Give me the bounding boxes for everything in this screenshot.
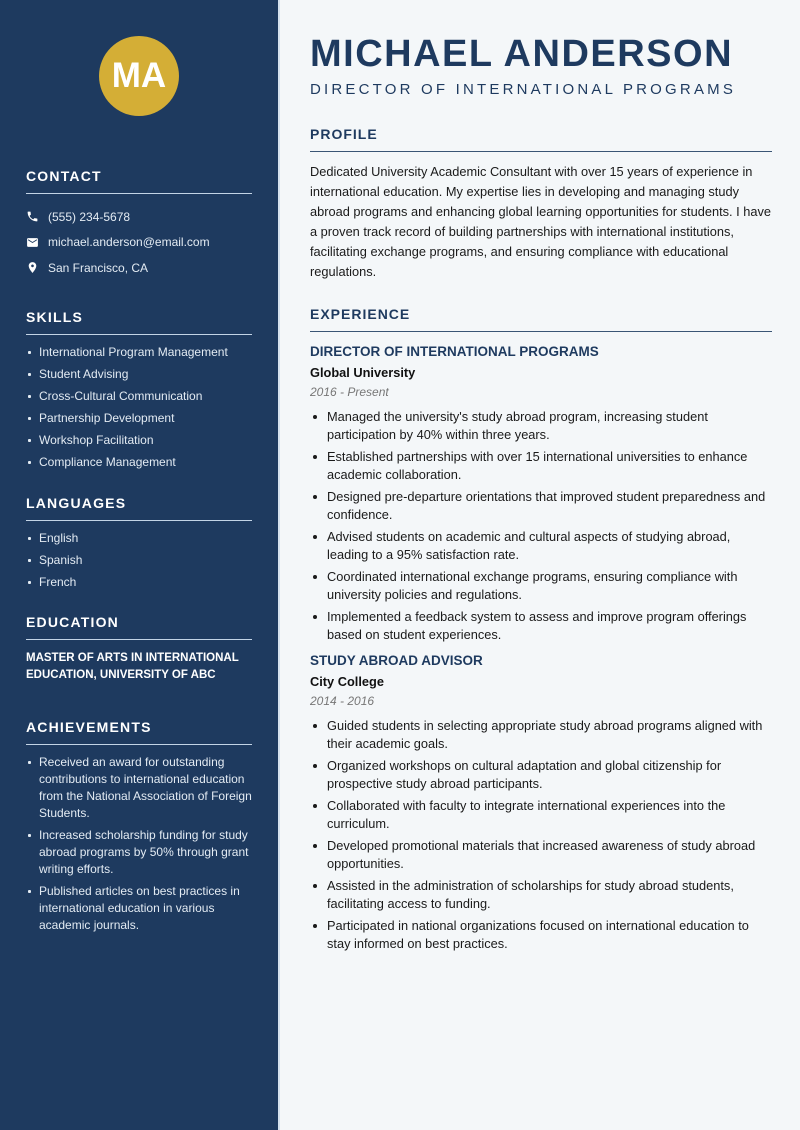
sidebar (0, 0, 280, 1130)
skills-section (26, 309, 252, 471)
education-section (26, 614, 252, 684)
job-bullet: Organized workshops on cultural adaptation and global citizenship for prospective study abroad participants. (310, 757, 772, 792)
main-content (280, 0, 800, 1130)
contact-list (26, 204, 252, 281)
skills-list (26, 344, 252, 471)
job-bullet: Coordinated international exchange programs, ensuring compliance with university policies and regulations. (310, 568, 772, 603)
contact-section (26, 168, 252, 281)
skill-item: Workshop Facilitation (26, 432, 252, 449)
language-item: French (26, 574, 252, 591)
phone-icon (26, 210, 39, 223)
job-entry (310, 653, 772, 952)
profile-heading: PROFILE (310, 126, 772, 152)
achievement-item: Received an award for outstanding contributions to international education from the National Association of Foreign Students. (26, 754, 252, 822)
contact-phone (26, 204, 252, 230)
achievements-heading: ACHIEVEMENTS (26, 719, 252, 745)
skill-item: Partnership Development (26, 410, 252, 427)
job-entry (310, 344, 772, 643)
job-bullet: Designed pre-departure orientations that improved student preparedness and confidence. (310, 488, 772, 523)
skill-item: Cross-Cultural Communication (26, 388, 252, 405)
job-bullet: Guided students in selecting appropriate study abroad programs aligned with their academic goals. (310, 717, 772, 752)
location-pin-icon (26, 261, 39, 274)
job-dates: 2016 - Present (310, 385, 389, 399)
phone-text: (555) 234-5678 (48, 209, 131, 224)
profile-section (310, 126, 772, 282)
email-text: michael.anderson@email.com (48, 235, 210, 250)
candidate-name: MICHAEL ANDERSON (310, 33, 734, 75)
job-bullet: Participated in national organizations focused on international education to stay informed on best practices. (310, 917, 772, 952)
job-company: City College (310, 674, 384, 689)
contact-heading: CONTACT (26, 168, 252, 194)
job-bullet: Advised students on academic and cultural aspects of studying abroad, leading to a 95% satisfaction rate. (310, 528, 772, 563)
job-bullet: Implemented a feedback system to assess and improve program offerings based on student experiences. (310, 608, 772, 643)
achievement-item: Increased scholarship funding for study abroad programs by 50% through grant writing efforts. (26, 827, 252, 878)
avatar (99, 36, 179, 116)
language-item: English (26, 530, 252, 547)
achievement-item: Published articles on best practices in international education in various academic journals. (26, 883, 252, 934)
languages-heading: LANGUAGES (26, 495, 252, 521)
job-bullet: Collaborated with faculty to integrate international experiences into the curriculum. (310, 797, 772, 832)
achievements-section (26, 719, 252, 934)
languages-list (26, 530, 252, 591)
job-company: Global University (310, 365, 416, 380)
achievements-list (26, 754, 252, 934)
job-bullet: Established partnerships with over 15 international universities to enhance academic collaboration. (310, 448, 772, 483)
job-bullets (310, 408, 772, 643)
skill-item: Compliance Management (26, 454, 252, 471)
language-item: Spanish (26, 552, 252, 569)
experience-heading: EXPERIENCE (310, 306, 772, 332)
job-title: STUDY ABROAD ADVISOR (310, 653, 483, 668)
job-bullets (310, 717, 772, 952)
education-degree: MASTER OF ARTS IN INTERNATIONAL EDUCATION, UNIVERSITY OF ABC (26, 651, 239, 681)
candidate-title: DIRECTOR OF INTERNATIONAL PROGRAMS (310, 81, 737, 98)
job-title: DIRECTOR OF INTERNATIONAL PROGRAMS (310, 344, 599, 359)
contact-email (26, 230, 252, 256)
languages-section (26, 495, 252, 591)
profile-text: Dedicated University Academic Consultant with over 15 years of experience in international education. My expertise lies in developing and managing study abroad programs and enhancing global learning opportunities for students. I have a proven track record of building partnerships with international institutions, facilitating exchange programs, and ensuring compliance with educational regulations. (310, 164, 771, 279)
job-dates: 2014 - 2016 (310, 694, 375, 708)
job-bullet: Managed the university's study abroad program, increasing student participation by 40% within three years. (310, 408, 772, 443)
education-heading: EDUCATION (26, 614, 252, 640)
location-text: San Francisco, CA (48, 260, 149, 275)
experience-section (310, 306, 772, 952)
contact-location (26, 255, 252, 281)
email-icon (26, 236, 39, 249)
skill-item: International Program Management (26, 344, 252, 361)
skills-heading: SKILLS (26, 309, 252, 335)
job-bullet: Assisted in the administration of scholarships for study abroad students, facilitating access to funding. (310, 877, 772, 912)
avatar-initials: MA (111, 56, 167, 95)
job-bullet: Developed promotional materials that increased awareness of study abroad opportunities. (310, 837, 772, 872)
skill-item: Student Advising (26, 366, 252, 383)
